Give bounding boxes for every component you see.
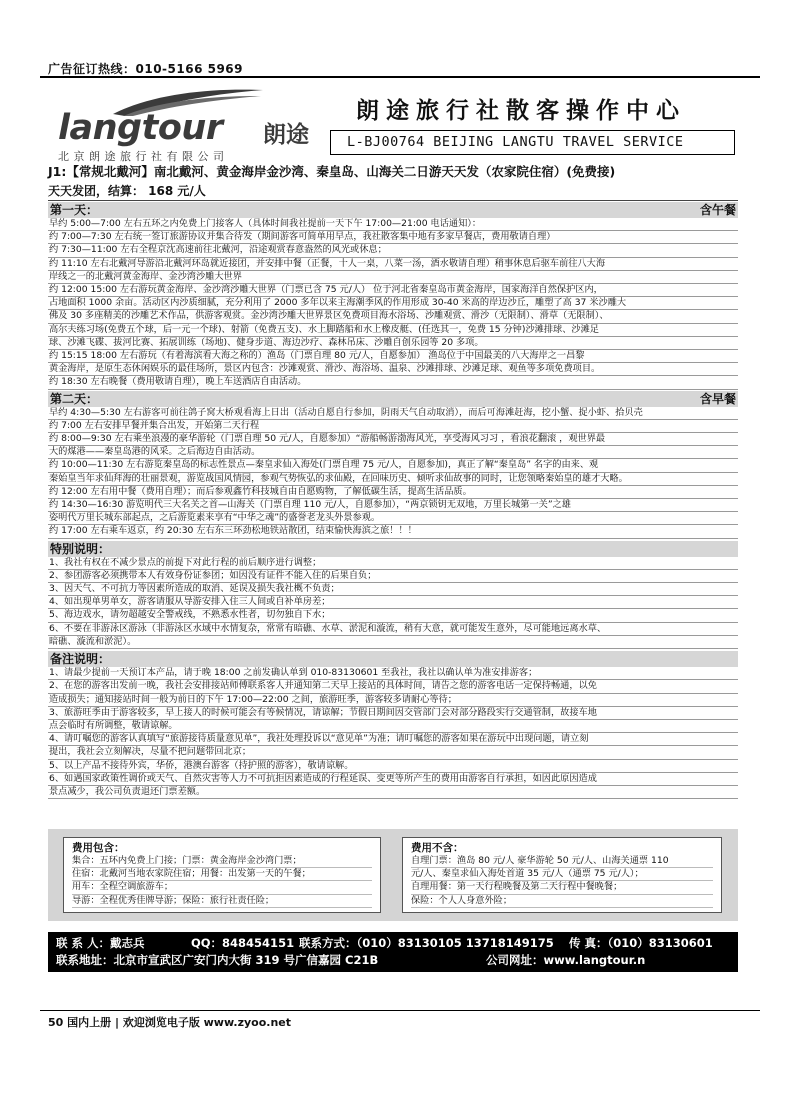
- schedule-line: 佛及 30 多座精美的沙雕艺术作品，供游客观赏。金沙湾沙雕大世界景区免费项目海水浴场、沙雕观赏、滑沙（无限制）、滑草（无限制）、: [48, 310, 738, 323]
- contact-qq: QQ：848454151: [191, 936, 295, 950]
- schedule-line: 约 14:30—16:30 游览明代三大名关之首—山海关（门票自理 110 元/人，自愿参加），“两京锁钥无双地，万里长城第一关”之雄: [48, 499, 738, 512]
- remark-line: 1、请最少提前一天预订本产品，请于晚 18:00 之前发确认单到 010-83130601 至我社，我社以确认单为准安排游客；: [48, 667, 738, 680]
- day2-schedule: [48, 407, 738, 539]
- contact-person: 联 系 人：戴志兵: [56, 936, 145, 950]
- note-line: 4、如出现单男单女，游客请服从导游安排入住三人间或自补单房差；: [48, 596, 738, 609]
- route-price: 天天发团，结算： 168 元/人: [48, 182, 738, 201]
- day1-meal: 含午餐: [699, 203, 736, 217]
- fee-panel: [48, 829, 738, 921]
- schedule-line: 约 18:30 左右晚餐（费用敬请自理），晚上车送酒店自由活动。: [48, 376, 738, 389]
- schedule-line: 约 12:00 15:00 左右游玩黄金海岸、金沙湾沙雕大世界（门票已含 75 元/人） 位于河北省秦皇岛市黄金海岸，国家海洋自然保护区内，: [48, 284, 738, 297]
- remark-line: 景点减少，我公司负责退还门票差额。: [48, 786, 738, 799]
- schedule-line: 球、沙滩飞碟、拔河比赛、拓展训练（场地)、健身步道、海边沙疗、森林吊床、沙雕自创乐园等 20 多项。: [48, 337, 738, 350]
- schedule-line: 约 10:00—11:30 左右游览秦皇岛的标志性景点—秦皇求仙入海处(门票自理 75 元/人，自愿参加)，真正了解“秦皇岛” 名字的由来、观: [48, 459, 738, 472]
- schedule-line: 约 7:00 左右安排早餐并集合出发，开始第二天行程: [48, 420, 738, 433]
- contact-bar: [48, 932, 738, 972]
- schedule-line: 岸线之一的北戴河黄金海岸、金沙湾沙雕大世界: [48, 271, 738, 284]
- remark-line: 3、旅游旺季由于游客较多，早上接人的时候可能会有等候情况，请谅解；节假日期间因交管部门会对部分路段实行交通管制，故接车地: [48, 707, 738, 720]
- fee-item: 住宿：北戴河当地农家院住宿；用餐：出发第一天的午餐；: [72, 868, 372, 881]
- itinerary-content: [48, 162, 738, 799]
- footer-divider: [40, 1010, 760, 1011]
- remark-line: 点会临时有所调整，敬请谅解。: [48, 720, 738, 733]
- day1-schedule: [48, 218, 738, 390]
- day2-meal: 含早餐: [699, 391, 736, 406]
- schedule-line: 高尔夫练习场(免费五个球，后一元一个球)、射箭（免费五支)、水上脚踏船和水上橡皮艇、(任选其一，免费 15 分钟)沙滩排球、沙滩足: [48, 324, 738, 337]
- fee-item: 元/人、秦皇求仙入海处首道 35 元/人（通票 75 元/人）；: [411, 868, 713, 881]
- contact-website[interactable]: 公司网址：www.langtour.n: [486, 953, 646, 967]
- schedule-line: 约 12:00 左右用中餐（费用自理）；而后参观鑫竹科技城自由自愿购物，了解低碳生活，提高生活品质。: [48, 486, 738, 499]
- special-notes: [48, 557, 738, 649]
- agency-title: 朗途旅行社散客操作中心: [356, 97, 686, 124]
- logo-chinese-name: 朗途: [263, 122, 309, 148]
- schedule-line: 占地面积 1000 余亩。活动区内沙质细腻，充分利用了 2000 多年以来主海潮季风的作用形成 30-40 米高的岸边沙丘，雕塑了高 37 米沙雕大: [48, 297, 738, 310]
- note-line: 3、因天气、不可抗力等因素所造成的取消、延误及损失我社概不负责；: [48, 583, 738, 596]
- top-divider: [40, 76, 760, 78]
- fees-included-box: [63, 837, 381, 913]
- schedule-line: 约 15:15 18:00 左右游玩（有着海滨看大海之称的）渔岛（门票自理 80 元/人，自愿参加） 渔岛位于中国最美的八大海岸之一昌黎: [48, 350, 738, 363]
- remark-line: 4、请叮嘱您的游客认真填写“旅游接待质量意见单”，我社处理投诉以“意见单”为准；请叮嘱您的游客如果在游玩中出现问题，请立刻: [48, 733, 738, 746]
- contact-fax: 传 真：（010）83130601: [569, 936, 713, 950]
- logo-wordmark: langtour: [58, 108, 223, 148]
- ad-hotline: 广告征订热线：010-5166 5969: [48, 62, 244, 76]
- note-line: 2、参团游客必须携带本人有效身份证参团；如因没有证件不能入住的后果自负；: [48, 570, 738, 583]
- note-line: 6、不要在非游泳区游泳（非游泳区水域中水情复杂，常常有暗礁、水草、淤泥和漩流，稍有大意，就可能发生意外，尽可能地远离水草、: [48, 623, 738, 636]
- schedule-line: 早约 4:30—5:30 左右游客可前往鸽子窝大桥观看海上日出（活动自愿自行参加，阴雨天气自动取消），而后可海滩赶海，挖小蟹、捉小虾、拾贝壳: [48, 407, 738, 420]
- page-footer: 50 国内上册 | 欢迎浏览电子版 www.zyoo.net: [48, 1016, 292, 1029]
- logo-company-name: 北京朗途旅行社有限公司: [58, 150, 229, 163]
- special-notes-header: 特别说明：: [48, 541, 738, 557]
- remark-line: 5、以上产品不接待外宾，华侨，港澳台游客（持护照的游客），敬请谅解。: [48, 760, 738, 773]
- fees-excluded-title: 费用不含：: [411, 842, 464, 854]
- schedule-line: 早约 5:00—7:00 左右五环之内免费上门接客人（具体时间我社提前一天下午 17:00—21:00 电话通知）：: [48, 218, 738, 231]
- schedule-line: 约 7:00—7:30 左右统一签订旅游协议并集合待发（期间游客可简单用早点，我社散客集中地有多家早餐店，费用敬请自理）: [48, 231, 738, 244]
- day1-header: [48, 202, 738, 218]
- schedule-line: 秦始皇当年求仙拜海的壮丽景观，游览战国风情园，参观气势恢弘的求仙殿，在回味历史、倾听求仙故事的同时，让您领略秦始皇的雄才大略。: [48, 473, 738, 486]
- day2-header: [48, 391, 738, 407]
- fee-item: 用车：全程空调旅游车；: [72, 881, 372, 894]
- remark-line: 2、在您的游客出发前一晚，我社会安排接站师傅联系客人并通知第二天早上接站的具体时间，请告之您的游客电话一定保持畅通，以免: [48, 680, 738, 693]
- schedule-line: 姿明代万里长城东部起点，之后游览素来享有“中华之魂”的盛誉老龙头外景参观。: [48, 512, 738, 525]
- schedule-line: 约 7:30—11:00 左右全程京沈高速前往北戴河，沿途观赏春意盎然的风光或休息；: [48, 244, 738, 257]
- fee-item: 自理门票：渔岛 80 元/人 豪华游轮 50 元/人、山海关通票 110: [411, 855, 713, 868]
- remarks-header: 备注说明：: [48, 651, 738, 667]
- note-line: 1、我社有权在不减少景点的前提下对此行程的前后顺序进行调整；: [48, 557, 738, 570]
- fees-excluded-box: [402, 837, 722, 913]
- remarks: [48, 667, 738, 799]
- schedule-line: 约 11:10 左右北戴河导游沿北戴河环岛就近接团，并安排中餐（正餐，十人一桌，八菜一汤，酒水敬请自理）稍事休息后驱车前往八大海: [48, 258, 738, 271]
- contact-phone: 联系方式：（010）83130105 13718149175: [299, 936, 554, 950]
- remark-line: 造成损失；通知接站时间一般为前日的下午 17:00—22:00 之间，旅游旺季，游客较多请耐心等待；: [48, 694, 738, 707]
- route-title: J1:【常规北戴河】南北戴河、黄金海岸金沙湾、秦皇岛、山海关二日游天天发（农家院住宿）(免费接): [48, 164, 616, 179]
- schedule-line: 约 8:00—9:30 左右乘坐浪漫的豪华游轮（门票自理 50 元/人，自愿参加）“游船畅游渤海风光，享受海风习习 ，看浪花翻滚 ，观世界最: [48, 433, 738, 446]
- remark-line: 提出，我社会立刻解决，尽量不把问题带回北京；: [48, 746, 738, 759]
- note-line: 5、海边戏水，请勿超越安全警戒线，不熟悉水性者，切勿独自下水；: [48, 609, 738, 622]
- schedule-line: 大的煤港——秦皇岛港的风采。之后海边自由活动。: [48, 446, 738, 459]
- langtour-logo: [58, 86, 318, 161]
- day2-label: 第二天：: [50, 391, 99, 406]
- schedule-line: 约 17:00 左右乘车返京，约 20:30 左右东三环劲松地铁站散团，结束愉快海滨之旅！！！: [48, 525, 738, 538]
- fees-included-title: 费用包含：: [72, 842, 125, 854]
- fee-item: 自理用餐：第一天行程晚餐及第二天行程中餐晚餐；: [411, 881, 713, 894]
- schedule-line: 黄金海岸，是原生态休闲娱乐的最佳场所，景区内包含：沙滩观赏、滑沙、海浴场、温泉、沙滩排球、沙滩足球、观鱼等多项免费项目。: [48, 363, 738, 376]
- note-line: 暗礁、漩流和淤泥）。: [48, 636, 738, 649]
- agency-code: L-BJ00764 BEIJING LANGTU TRAVEL SERVICE: [347, 134, 684, 150]
- contact-address: 联系地址：北京市宣武区广安门内大街 319 号广信嘉园 C21B: [56, 953, 379, 967]
- remark-line: 6、如遇国家政策性调价或天气、自然灾害等人力不可抗拒因素造成的行程延误、变更等所产生的费用由游客自行承担，如因此原因造成: [48, 773, 738, 786]
- fee-item: 导游：全程优秀佳牌导游；保险：旅行社责任险；: [72, 895, 372, 908]
- day1-label: 第一天：: [50, 203, 99, 217]
- fee-item: 保险：个人人身意外险；: [411, 895, 713, 908]
- fee-item: 集合：五环内免费上门接；门票：黄金海岸金沙湾门票；: [72, 855, 372, 868]
